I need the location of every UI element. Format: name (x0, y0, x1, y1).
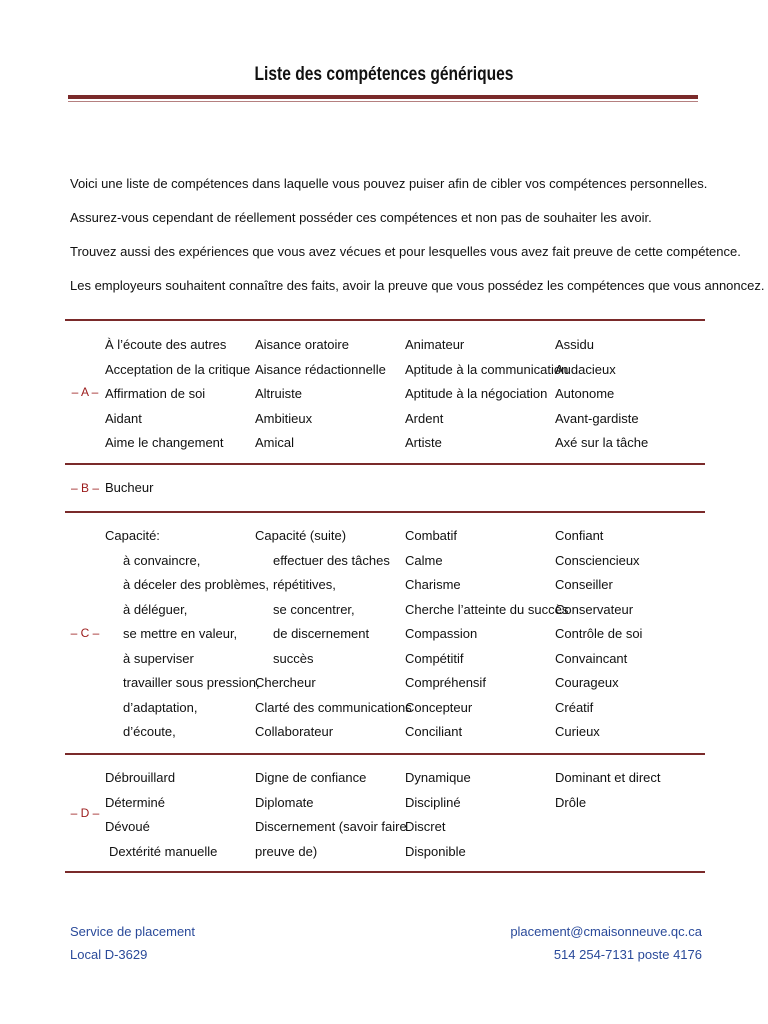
competence-item: d’adaptation, (123, 699, 198, 715)
intro-line: Voici une liste de compétences dans laquelle vous pouvez puiser afin de cibler vos compétences personnelles. (70, 176, 708, 191)
competence-item: Conciliant (405, 724, 463, 739)
page-title: Liste des compétences génériques (254, 64, 514, 85)
footer-email[interactable]: placement@cmaisonneuve.qc.ca (510, 924, 702, 939)
competence-item: Affirmation de soi (105, 386, 206, 401)
section-letter: – D – (70, 806, 100, 820)
competence-item: Avant-gardiste (555, 410, 639, 426)
competence-item: Discret (405, 819, 446, 834)
section-b (65, 463, 705, 511)
competence-item: Acceptation de la critique (105, 361, 251, 377)
column (255, 524, 412, 745)
competence-item: Aptitude à la communication (405, 361, 569, 377)
section-letter: – B – (70, 481, 100, 495)
column (105, 524, 269, 745)
competence-item: Compréhensif (405, 675, 486, 690)
section-letter: – C – (70, 626, 100, 640)
competence-item: d’écoute, (123, 724, 176, 739)
competence-item: Capacité: (105, 528, 160, 543)
competence-item: Collaborateur (255, 724, 334, 739)
competence-item: Bucheur (105, 480, 154, 495)
footer-local: Local D-3629 (70, 947, 148, 962)
competence-item: Capacité (suite) (255, 528, 347, 543)
competence-item: à superviser (123, 650, 194, 666)
competence-item: Ardent (405, 410, 444, 426)
competence-item: Aptitude à la négociation (405, 386, 548, 401)
competence-item: succès (273, 650, 314, 666)
section-d (65, 753, 705, 873)
competence-item: Ambitieux (255, 410, 313, 426)
intro-line: Trouvez aussi des expériences que vous avez vécues et pour lesquelles vous avez fait preuve de cette compétence. (70, 244, 741, 259)
section-a (65, 319, 705, 463)
title-divider (68, 95, 698, 99)
column (105, 766, 255, 864)
competence-item: Axé sur la tâche (555, 435, 649, 450)
competence-item: Disponible (405, 843, 466, 859)
column (105, 333, 255, 456)
competence-item: Débrouillard (105, 770, 176, 785)
competence-item: Cherche l’atteinte du succès (405, 601, 569, 617)
intro-line: Les employeurs souhaitent connaître des faits, avoir la preuve que vous possédez les compétences que vous annoncez. (70, 278, 765, 293)
competence-item: preuve de) (255, 843, 318, 859)
competence-item: Conservateur (555, 601, 634, 617)
competence-item: Altruiste (255, 386, 302, 401)
competence-item: Discernement (savoir faire (255, 819, 407, 834)
competence-item: Déterminé (105, 794, 165, 810)
competence-item: Aisance rédactionnelle (255, 361, 386, 377)
column (555, 333, 705, 456)
competence-item: Calme (405, 552, 443, 568)
column (405, 524, 569, 745)
competence-item: Confiant (555, 528, 604, 543)
footer-service: Service de placement (70, 924, 196, 939)
title-divider-thin (68, 101, 698, 102)
competence-item: Aidant (105, 410, 142, 426)
column (255, 766, 405, 864)
competence-item: Aime le changement (105, 435, 224, 450)
column (405, 333, 569, 456)
competence-item: Créatif (555, 699, 594, 715)
competence-item: Discipliné (405, 794, 461, 810)
competence-item: Compassion (405, 626, 478, 641)
competence-item: Consciencieux (555, 552, 640, 568)
competence-item: Dominant et direct (555, 770, 661, 785)
competence-item: Conseiller (555, 577, 613, 592)
competence-item: Audacieux (555, 361, 616, 377)
competence-item: Autonome (555, 386, 615, 401)
section-letter: – A – (71, 385, 99, 399)
competence-item: Convaincant (555, 650, 628, 666)
competence-item: À l’écoute des autres (105, 337, 227, 352)
competence-item: Aisance oratoire (255, 337, 349, 352)
footer-left (70, 920, 195, 966)
competence-item: Contrôle de soi (555, 626, 643, 641)
competence-item: Dextérité manuelle (109, 843, 218, 859)
intro-paragraphs (70, 175, 765, 311)
section-c (65, 511, 705, 753)
competence-table (65, 319, 705, 873)
competence-item: Chercheur (255, 675, 316, 690)
competence-item: se concentrer, (273, 601, 355, 617)
column (255, 333, 405, 456)
intro-line: Assurez-vous cependant de réellement posséder ces compétences et non pas de souhaiter les avoir. (70, 210, 652, 225)
competence-item: Assidu (555, 337, 595, 352)
column (555, 766, 705, 864)
competence-item: travailler sous pression, (123, 675, 260, 690)
footer-phone: 514 254-7131 poste 4176 (553, 947, 702, 962)
footer-right (510, 920, 702, 966)
competence-item: Dévoué (105, 819, 150, 834)
competence-item: Clarté des communications (255, 699, 412, 715)
column (405, 766, 555, 864)
competence-item: effectuer des tâches (273, 552, 390, 568)
competence-item: Animateur (405, 337, 465, 352)
competence-item: répétitives, (273, 577, 336, 592)
competence-item: Artiste (405, 435, 442, 450)
competence-item: Dynamique (405, 770, 471, 785)
column (555, 524, 705, 745)
competence-item: Combatif (405, 528, 458, 543)
competence-item: Concepteur (405, 699, 473, 715)
competence-item: à déceler des problèmes, (123, 577, 269, 592)
competence-item: se mettre en valeur, (123, 626, 238, 641)
competence-item: à déléguer, (123, 601, 188, 617)
competence-item: de discernement (273, 626, 370, 641)
competence-item: Drôle (555, 794, 587, 810)
column (105, 476, 255, 501)
competence-item: à convaincre, (123, 552, 201, 568)
competence-item: Courageux (555, 675, 619, 690)
competence-item: Diplomate (255, 794, 314, 810)
competence-item: Charisme (405, 577, 461, 592)
competence-item: Amical (255, 435, 295, 450)
competence-item: Compétitif (405, 650, 464, 666)
competence-item: Curieux (555, 724, 600, 739)
competence-item: Digne de confiance (255, 770, 367, 785)
